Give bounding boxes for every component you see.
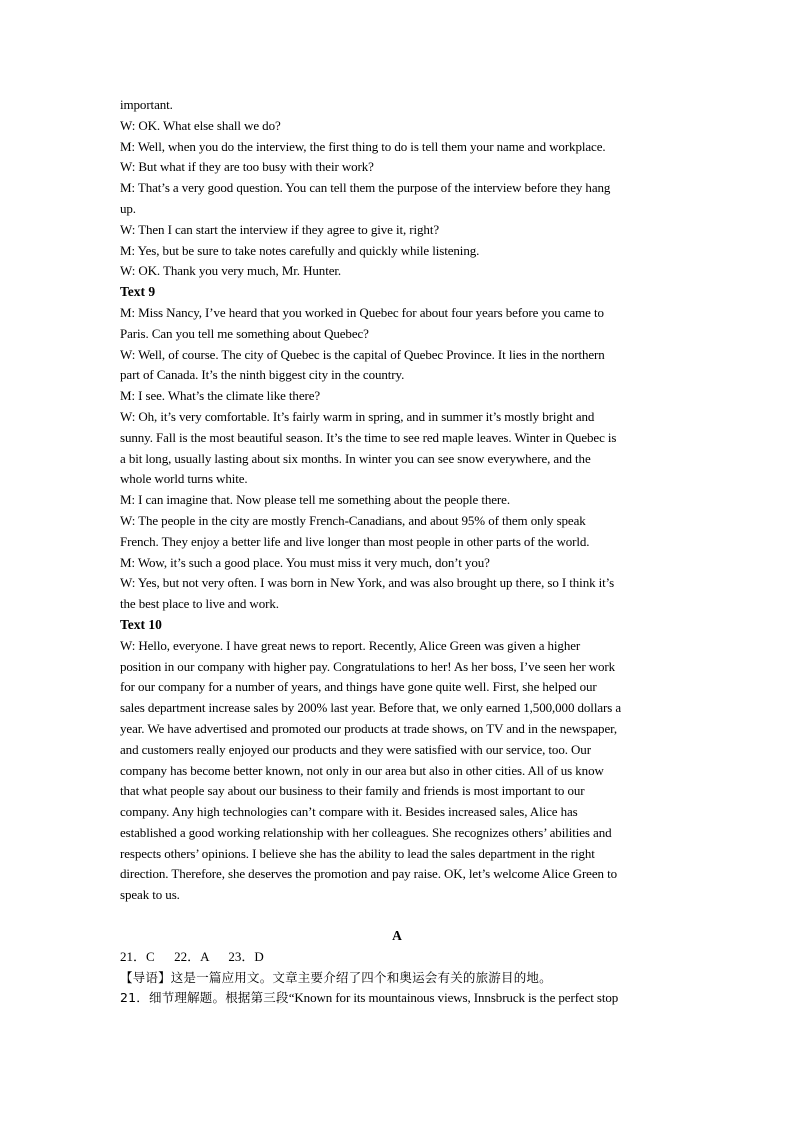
text9-line: M: I see. What’s the climate like there? (120, 388, 321, 404)
text9-line: the best place to live and work. (120, 596, 279, 612)
dialogue-line: M: Yes, but be sure to take notes carefully and quickly while listening. (120, 242, 480, 258)
q21-quote: “Known for its mountainous views, Innsbruck is the perfect stop (288, 990, 619, 1006)
text9-line: French. They enjoy a better life and live longer than most people in other parts of the world. (120, 533, 590, 549)
text10-line: W: Hello, everyone. I have great news to report. Recently, Alice Green was given a higher (120, 637, 581, 653)
text10-line: company. Any high technologies can’t compare with it. Besides increased sales, Alice has (120, 804, 578, 820)
dialogue-line: W: OK. What else shall we do? (120, 117, 281, 133)
text9-line: W: Yes, but not very often. I was born in New York, and was also brought up there, so I think it’s (120, 575, 615, 591)
text9-line: M: Wow, it’s such a good place. You must miss it very much, don’t you? (120, 554, 490, 570)
q21-explanation (120, 988, 674, 1009)
dialogue-line: W: But what if they are too busy with their work? (120, 159, 374, 175)
text9-line: W: Oh, it’s very comfortable. It’s fairly warm in spring, and in summer it’s mostly bright and (120, 408, 595, 424)
document-page (120, 95, 674, 1009)
dialogue-line: W: OK. Thank you very much, Mr. Hunter. (120, 263, 342, 279)
text10-line: established a good working relationship with her colleagues. She recognizes others’ abilities and (120, 824, 612, 840)
answer-key: 21．C 22．A 23．D (120, 948, 264, 964)
text9-line: M: Miss Nancy, I’ve heard that you worked in Quebec for about four years before you came to (120, 304, 604, 320)
text10-line: that what people say about our business to their family and friends is most important to our (120, 783, 585, 799)
text10-line: position in our company with higher pay. Congratulations to her! As her boss, I’ve seen her work (120, 658, 616, 674)
dialogue-line: up. (120, 200, 136, 216)
answer-section-a (120, 926, 674, 1009)
text9-line: Paris. Can you tell me something about Quebec? (120, 325, 369, 341)
dialogue-line: M: That’s a very good question. You can tell them the purpose of the interview before they hang (120, 180, 611, 196)
text9-line: W: Well, of course. The city of Quebec is the capital of Quebec Province. It lies in the northern (120, 346, 605, 362)
text9-line: part of Canada. It’s the ninth biggest city in the country. (120, 367, 405, 383)
dialogue-line: W: Then I can start the interview if they agree to give it, right? (120, 221, 440, 237)
dialogue-line: M: Well, when you do the interview, the first thing to do is tell them your name and workplace. (120, 138, 606, 154)
q21-prefix: 21．细节理解题。根据第三段 (120, 990, 289, 1006)
text9-heading: Text 9 (120, 284, 156, 300)
text10-line: speak to us. (120, 887, 180, 903)
text10-line: and customers really enjoyed our products and they were satisfied with our service, too. Our (120, 741, 591, 757)
guide-text: 【导语】这是一篇应用文。文章主要介绍了四个和奥运会有关的旅游目的地。 (120, 969, 552, 985)
text9-line: W: The people in the city are mostly French-Canadians, and about 95% of them only speak (120, 512, 586, 528)
text9-line: sunny. Fall is the most beautiful season. It’s the time to see red maple leaves. Winter in Quebec is (120, 429, 617, 445)
text10-heading: Text 10 (120, 616, 162, 632)
dialogue-line: important. (120, 97, 173, 112)
text10-line: year. We have advertised and promoted our products at trade shows, on TV and in the newspaper, (120, 720, 617, 736)
text9-line: M: I can imagine that. Now please tell me something about the people there. (120, 492, 510, 508)
text10-line: company has become better known, not only in our area but also in other cities. All of us know (120, 762, 604, 778)
text10-line: respects others’ opinions. I believe she has the ability to lead the sales department in the right (120, 845, 595, 861)
text10-line: for our company for a number of years, and things have gone quite well. First, she helped our (120, 679, 597, 695)
text10-line: sales department increase sales by 200% last year. Before that, we only earned 1,500,000 dollars a (120, 700, 622, 716)
text10-section (120, 615, 674, 906)
dialogue-continuation (120, 95, 674, 282)
section-letter: A (392, 928, 402, 944)
text9-line: whole world turns white. (120, 471, 248, 487)
text9-line: a bit long, usually lasting about six months. In winter you can see snow everywhere, and the (120, 450, 591, 466)
text10-line: direction. Therefore, she deserves the promotion and pay raise. OK, let’s welcome Alice Green to (120, 866, 617, 882)
text9-section (120, 282, 674, 615)
